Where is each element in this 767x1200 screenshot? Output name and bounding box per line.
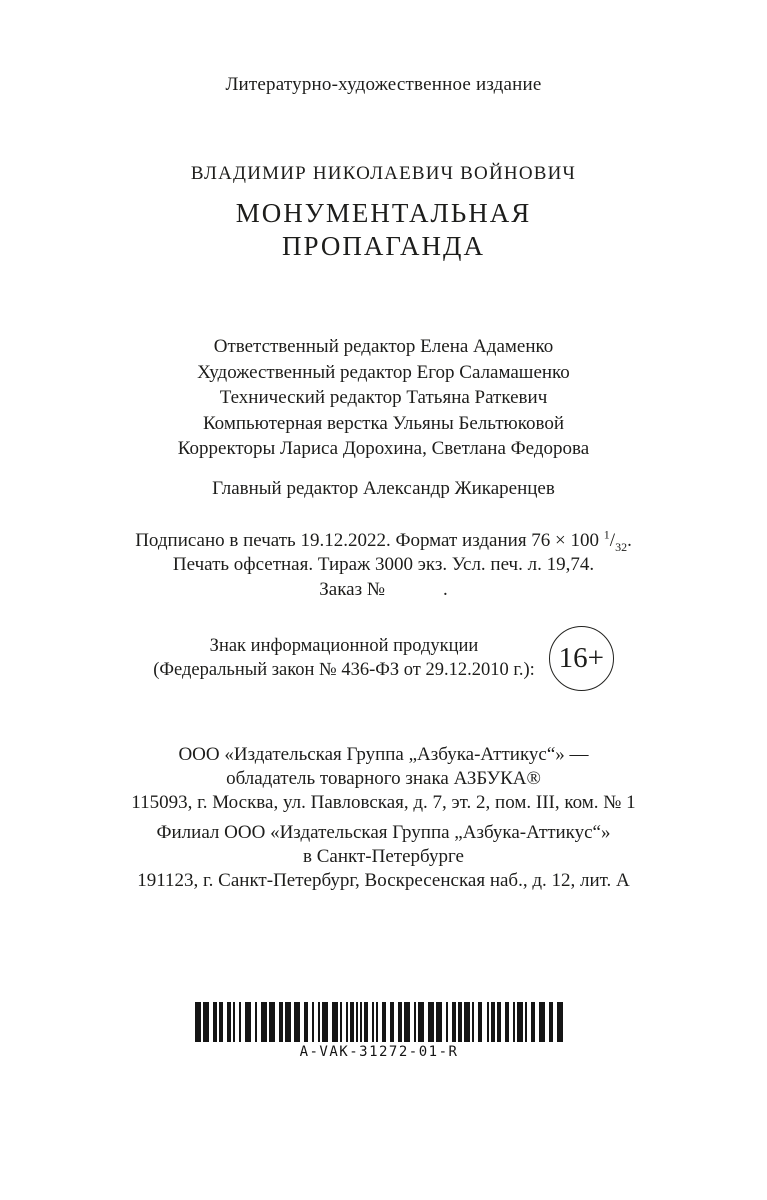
- publisher-address-moscow: 115093, г. Москва, ул. Павловская, д. 7, эт. 2, пом. III, ком. № 1: [131, 792, 636, 813]
- print-format-prefix: Подписано в печать 19.12.2022. Формат издания 76 × 100: [135, 529, 604, 551]
- print-info-block: [0, 529, 767, 603]
- info-sign-line-2: (Федеральный закон № 436-ФЗ от 29.12.2010 г.):: [153, 659, 535, 680]
- barcode: [195, 1002, 563, 1060]
- edition-type-label: Литературно-художественное издание: [225, 74, 542, 95]
- order-number-suffix: .: [442, 578, 448, 600]
- book-title: [0, 197, 767, 263]
- barcode-bars: [195, 1002, 563, 1042]
- age-rating-value: 16+: [558, 642, 604, 674]
- credit-line-responsible-editor: Ответственный редактор Елена Адаменко: [213, 336, 554, 357]
- publisher-block-spb: [0, 821, 767, 893]
- publisher-trademark-line: обладатель товарного знака АЗБУКА®: [226, 768, 541, 789]
- barcode-label: A-VAK-31272-01-R: [299, 1044, 459, 1060]
- book-title-line-2: ПРОПАГАНДА: [282, 231, 485, 261]
- credit-line-proofreaders: Корректоры Лариса Дорохина, Светлана Федорова: [177, 438, 590, 459]
- author-name: ВЛАДИМИР НИКОЛАЕВИЧ ВОЙНОВИЧ: [190, 163, 577, 184]
- info-sign-row: [0, 626, 767, 691]
- fraction-slash: /: [609, 529, 616, 551]
- fraction-denominator: 32: [615, 539, 628, 554]
- publisher-address-spb: 191123, г. Санкт-Петербург, Воскресенская наб., д. 12, лит. А: [137, 870, 630, 891]
- credit-line-art-editor: Художественный редактор Егор Саламашенко: [197, 361, 570, 383]
- age-rating-badge: [549, 626, 614, 691]
- print-line-tirazh: Печать офсетная. Тираж 3000 экз. Усл. печ. л. 19,74.: [172, 554, 595, 575]
- order-number-prefix: Заказ №: [319, 578, 385, 600]
- chief-editor-line: Главный редактор Александр Жикаренцев: [212, 477, 555, 499]
- credit-line-technical-editor: Технический редактор Татьяна Раткевич: [219, 387, 548, 408]
- publisher-branch-city: в Санкт-Петербурге: [303, 846, 464, 867]
- credits-block: [0, 334, 767, 462]
- publisher-name-line: ООО «Издательская Группа „Азбука-Аттикус“» —: [178, 744, 589, 765]
- info-sign-line-1: Знак информационной продукции: [209, 636, 479, 656]
- fraction-numerator: 1: [603, 527, 610, 542]
- info-sign-text: [153, 635, 535, 682]
- publisher-branch-line: Филиал ООО «Издательская Группа „Азбука-Аттикус“»: [156, 822, 611, 843]
- print-format-end: .: [627, 529, 632, 551]
- print-line-format: [0, 529, 767, 554]
- publisher-block-moscow: [0, 743, 767, 815]
- credit-line-layout: Компьютерная верстка Ульяны Бельтюковой: [202, 412, 565, 434]
- book-title-line-1: МОНУМЕНТАЛЬНАЯ: [235, 198, 532, 228]
- print-line-order: [0, 578, 767, 603]
